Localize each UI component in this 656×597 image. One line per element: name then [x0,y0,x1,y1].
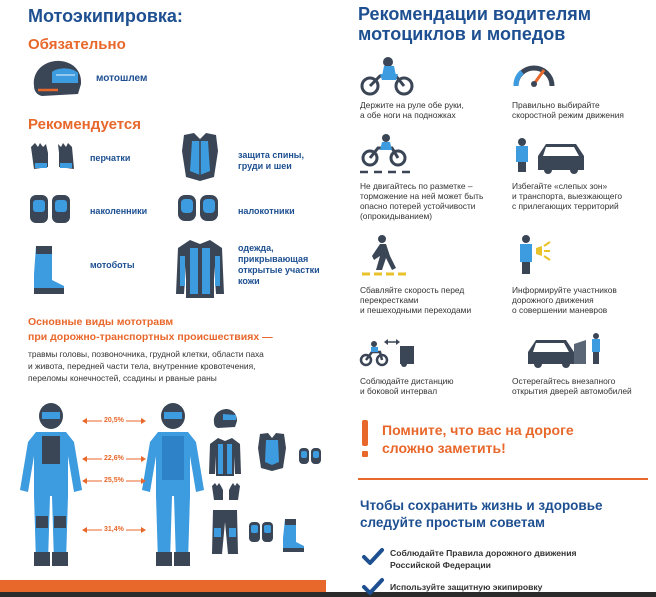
rec-6-line-2: дорожного движения [512,295,594,305]
rec-5-line-1: Сбавляйте скорость перед [360,285,465,295]
injuries-heading-2: при дорожно-транспортных происшествиях — [28,331,273,343]
rider-on-road-marking-icon [360,134,410,176]
tip-2-line-1: Используйте защитную экипировку [390,582,543,592]
gloves-small-icon [210,482,242,502]
injuries-heading-1: Основные виды мототравм [28,316,174,328]
protector-small-icon [254,432,290,472]
gear-title: Мотоэкипировка: [28,6,183,26]
orange-divider [358,478,648,480]
knee-pads-small-icon [248,520,274,544]
motorcycle-rider-icon [360,56,414,96]
rec-7-line-2: и боковой интервал [360,386,438,396]
back-chest-protector-label: защита спины, груди и шеи [238,150,304,171]
rec-6-line-3: о совершении маневров [512,305,608,315]
checkmark-icon [362,578,384,596]
rec-2-line-1: Правильно выбирайте [512,100,600,110]
rec-8-line-1: Остерегайтесь внезапного [512,376,616,386]
gloves-label: перчатки [90,153,131,163]
recommendations-title-2: мотоциклов и мопедов [358,24,566,44]
rec-2-line-2: скоростной режим движения [512,110,624,120]
rec-3-line-3: опасно потерей устойчивости [360,201,476,211]
rec-7-line-1: Соблюдайте дистанцию [360,376,454,386]
speedometer-icon [512,56,556,92]
rec-4-line-3: с прилегающих территорий [512,201,619,211]
elbow-pads-icon [176,191,220,227]
rec-3-line-2: торможение на ней может быть [360,191,484,201]
tips-heading-2: следуйте простым советам [360,515,545,530]
distance-icon [360,334,416,368]
rec-1-line-2: а обе ноги на подножках [360,110,456,120]
boots-small-icon [280,518,306,554]
injuries-text-3: переломы конечностей, ссадины и рваные раны [28,373,217,383]
percentage-3: 25,5% [104,477,124,484]
rec-8-line-2: открытия дверей автомобилей [512,386,632,396]
percentage-4: 31,4% [104,526,124,533]
moto-jacket-icon [174,236,226,302]
exclamation-icon [360,420,370,460]
helmet-small-icon [212,408,238,430]
pants-small-icon [210,508,240,556]
pedestrian-crossing-icon [360,234,408,278]
rider-figure-front [18,402,84,570]
back-chest-protector-icon [176,131,224,183]
car-door-icon [526,330,606,370]
helmet-label: мотошлем [96,73,148,84]
injuries-text-1: травмы головы, позвоночника, грудной клетки, области паха [28,349,264,359]
blind-spot-icon [512,136,592,176]
moto-jacket-label: одежда, прикрывающая открытые участки кожи [238,243,320,286]
elbow-pads-small-icon [298,446,322,466]
rider-figure-back [140,402,206,570]
rec-6-line-1: Информируйте участников [512,285,617,295]
percentage-1: 20,5% [104,417,124,424]
warning-line-2: сложно заметить! [382,440,506,456]
rec-1-line-1: Держите на руле обе руки, [360,100,464,110]
percentage-2: 22,6% [104,455,124,462]
rec-3-line-4: (опрокидыванием) [360,211,433,221]
warning-line-1: Помните, что вас на дороге [382,422,574,438]
moto-boots-icon [28,244,68,296]
tip-1-line-2: Российской Федерации [390,560,491,570]
moto-boots-label: мотоботы [90,260,135,270]
jacket-small-icon [208,436,242,478]
checkmark-icon [362,548,384,566]
knee-pads-label: наколенники [90,206,148,216]
mandatory-heading: Обязательно [28,36,126,53]
rec-5-line-2: перекрестками [360,295,419,305]
elbow-pads-label: налокотники [238,206,295,216]
rec-4-line-1: Избегайте «слепых зон» [512,181,608,191]
recommended-heading: Рекомендуется [28,116,141,133]
footer-dark-line [0,592,656,597]
recommendations-title-1: Рекомендации водителям [358,4,592,24]
signal-indicator-icon [512,234,552,276]
rec-3-line-1: Не двигайтесь по разметке – [360,181,473,191]
rec-4-line-2: и транспорта, выезжающего [512,191,622,201]
knee-pads-icon [28,191,72,227]
tips-heading-1: Чтобы сохранить жизнь и здоровье [360,498,603,513]
tip-1-line-1: Соблюдайте Правила дорожного движения [390,548,577,558]
gloves-icon [28,141,78,173]
helmet-icon [28,58,84,100]
rec-5-line-3: и пешеходными переходами [360,305,472,315]
injuries-text-2: и живота, передней части тела, внутренние кровотечения, [28,361,256,371]
